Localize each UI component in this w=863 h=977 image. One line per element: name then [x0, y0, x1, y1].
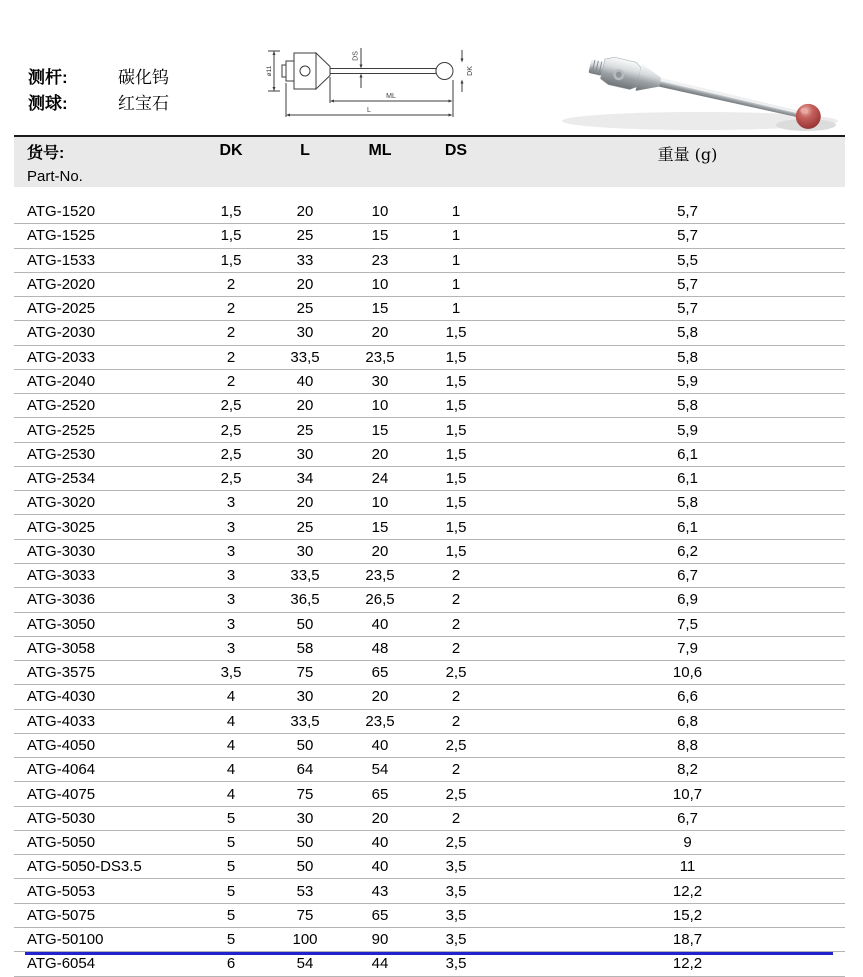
column-header-l: L — [300, 142, 310, 159]
cell-part: ATG-4030 — [27, 688, 96, 706]
cell-weight: 10,6 — [672, 664, 703, 682]
cell-ml: 10 — [371, 203, 389, 221]
cell-ds: 1 — [451, 227, 461, 245]
cell-dk: 5 — [226, 809, 236, 827]
cell-part: ATG-3036 — [27, 591, 96, 609]
cell-l: 75 — [296, 664, 314, 682]
cell-l: 34 — [296, 470, 314, 488]
cell-l: 20 — [296, 494, 314, 512]
cell-weight: 5,7 — [677, 275, 698, 293]
cell-l: 33,5 — [290, 348, 320, 366]
cell-dk: 3 — [226, 542, 236, 560]
cell-ml: 54 — [371, 761, 389, 779]
cell-ds: 2 — [451, 761, 461, 779]
cell-ml: 44 — [371, 955, 389, 973]
cell-part: ATG-1520 — [27, 203, 96, 221]
cell-dk: 2,5 — [220, 397, 242, 415]
cell-ds: 1 — [451, 251, 461, 269]
cell-dk: 3 — [226, 591, 236, 609]
cell-ml: 26,5 — [365, 591, 395, 609]
cell-dk: 6 — [226, 955, 236, 973]
cell-l: 40 — [296, 372, 314, 390]
table-row — [14, 394, 845, 418]
column-header-part-no — [14, 137, 194, 188]
cell-part: ATG-50100 — [27, 931, 104, 949]
table-row — [14, 515, 845, 539]
table-row — [14, 831, 845, 855]
cell-ds: 1,5 — [445, 470, 467, 488]
cell-weight: 10,7 — [672, 785, 703, 803]
table-row — [14, 540, 845, 564]
table-row — [14, 370, 845, 394]
cell-part: ATG-3050 — [27, 615, 96, 633]
cell-dk: 1,5 — [220, 203, 242, 221]
table-row — [14, 758, 845, 782]
stylus-shaft-value: 碳化钨 — [118, 67, 169, 87]
cell-ml: 65 — [371, 785, 389, 803]
cell-ml: 10 — [371, 494, 389, 512]
cell-dk: 5 — [226, 931, 236, 949]
cell-ml: 15 — [371, 421, 389, 439]
stylus-shaft-spec — [28, 62, 169, 88]
cell-weight: 5,9 — [677, 372, 698, 390]
stylus-ball-label: 测球: — [28, 93, 68, 113]
cell-ml: 30 — [371, 372, 389, 390]
stylus-photo-svg — [550, 24, 855, 136]
cell-l: 53 — [296, 882, 314, 900]
cell-weight: 6,1 — [677, 518, 698, 536]
cell-weight: 6,1 — [677, 470, 698, 488]
cell-l: 30 — [296, 542, 314, 560]
cell-ml: 15 — [371, 227, 389, 245]
cell-l: 33,5 — [290, 712, 320, 730]
cell-ds: 2 — [451, 688, 461, 706]
cell-weight: 6,2 — [677, 542, 698, 560]
cell-ds: 1,5 — [445, 372, 467, 390]
cell-part: ATG-2520 — [27, 397, 96, 415]
cell-weight: 6,8 — [677, 712, 698, 730]
cell-part: ATG-4050 — [27, 736, 96, 754]
cell-l: 100 — [292, 931, 318, 949]
cell-weight: 11 — [679, 858, 696, 876]
cell-ml: 10 — [371, 397, 389, 415]
table-row — [14, 564, 845, 588]
cell-ds: 2 — [451, 639, 461, 657]
dim-label-dk: DK — [467, 66, 474, 76]
cell-part: ATG-4033 — [27, 712, 96, 730]
cell-l: 36,5 — [290, 591, 320, 609]
cell-dk: 2 — [226, 372, 236, 390]
cell-weight: 9 — [683, 834, 692, 852]
cell-dk: 2,5 — [220, 445, 242, 463]
cell-l: 50 — [296, 736, 314, 754]
cell-l: 25 — [296, 421, 314, 439]
cell-dk: 3,5 — [220, 664, 242, 682]
cell-dk: 5 — [226, 858, 236, 876]
table-row — [14, 418, 845, 442]
cell-ml: 40 — [371, 858, 389, 876]
cell-l: 50 — [296, 834, 314, 852]
stylus-product-photo — [550, 24, 855, 141]
cell-l: 54 — [296, 955, 314, 973]
cell-weight: 6,7 — [677, 567, 698, 585]
table-header-row — [14, 135, 845, 187]
cell-ds: 2,5 — [445, 664, 467, 682]
table-row — [14, 807, 845, 831]
cell-ds: 1 — [451, 203, 461, 221]
cell-ml: 43 — [371, 882, 389, 900]
cell-weight: 7,5 — [677, 615, 698, 633]
cell-ds: 3,5 — [445, 882, 467, 900]
stylus-shaft-label: 测杆: — [28, 67, 68, 87]
table-row — [14, 952, 845, 976]
table-row — [14, 904, 845, 928]
cell-l: 20 — [296, 397, 314, 415]
cell-ds: 2,5 — [445, 736, 467, 754]
cell-part: ATG-3020 — [27, 494, 96, 512]
column-header-part-no-zh: 货号: — [27, 145, 65, 162]
cell-weight: 5,8 — [677, 397, 698, 415]
cell-l: 64 — [296, 761, 314, 779]
cell-part: ATG-3030 — [27, 542, 96, 560]
cell-ds: 1 — [451, 300, 461, 318]
cell-part: ATG-4075 — [27, 785, 96, 803]
material-specs — [28, 62, 169, 114]
table-row — [14, 491, 845, 515]
cell-weight: 18,7 — [672, 931, 703, 949]
cell-l: 30 — [296, 324, 314, 342]
cell-ds: 1,5 — [445, 494, 467, 512]
cell-l: 30 — [296, 688, 314, 706]
table-row — [14, 661, 845, 685]
stylus-diagram-svg — [266, 44, 478, 129]
cell-ml: 20 — [371, 542, 389, 560]
cell-ml: 23,5 — [365, 567, 395, 585]
cell-part: ATG-2525 — [27, 421, 96, 439]
cell-ml: 15 — [371, 518, 389, 536]
cell-ml: 23,5 — [365, 712, 395, 730]
cell-ml: 15 — [371, 300, 389, 318]
cell-part: ATG-6054 — [27, 955, 96, 973]
cell-dk: 1,5 — [220, 251, 242, 269]
table-row — [14, 782, 845, 806]
cell-dk: 5 — [226, 906, 236, 924]
cell-part: ATG-2030 — [27, 324, 96, 342]
table-row — [14, 297, 845, 321]
cell-ds: 2 — [451, 809, 461, 827]
cell-ds: 2 — [451, 591, 461, 609]
dim-label-l: L — [367, 107, 371, 114]
cell-weight: 5,7 — [677, 227, 698, 245]
table-row — [14, 879, 845, 903]
cell-ds: 1,5 — [445, 421, 467, 439]
cell-l: 33 — [296, 251, 314, 269]
table-row — [14, 224, 845, 248]
cell-weight: 7,9 — [677, 639, 698, 657]
spec-table — [14, 135, 845, 977]
cell-part: ATG-2534 — [27, 470, 96, 488]
cell-ml: 23,5 — [365, 348, 395, 366]
cell-l: 50 — [296, 615, 314, 633]
cell-ml: 20 — [371, 324, 389, 342]
table-row — [14, 685, 845, 709]
cell-dk: 3 — [226, 615, 236, 633]
cell-ds: 1,5 — [445, 324, 467, 342]
dim-label-ml: ML — [386, 93, 396, 100]
cell-weight: 8,8 — [677, 736, 698, 754]
cell-weight: 6,1 — [677, 445, 698, 463]
table-row — [14, 710, 845, 734]
table-row — [14, 249, 845, 273]
cell-ds: 1,5 — [445, 397, 467, 415]
cell-weight: 6,9 — [677, 591, 698, 609]
cell-ds: 3,5 — [445, 858, 467, 876]
cell-dk: 4 — [226, 785, 236, 803]
table-row — [14, 443, 845, 467]
cell-part: ATG-5050-DS3.5 — [27, 858, 142, 876]
cell-l: 75 — [296, 906, 314, 924]
cell-dk: 2 — [226, 300, 236, 318]
cell-dk: 2 — [226, 275, 236, 293]
cell-weight: 5,5 — [677, 251, 698, 269]
cell-ml: 40 — [371, 615, 389, 633]
cell-ds: 1,5 — [445, 542, 467, 560]
table-row — [14, 467, 845, 491]
dim-label-shank-dia: ø11 — [266, 65, 273, 77]
cell-l: 30 — [296, 445, 314, 463]
table-row — [14, 734, 845, 758]
cell-ml: 40 — [371, 834, 389, 852]
cell-part: ATG-1533 — [27, 251, 96, 269]
cell-ml: 23 — [371, 251, 389, 269]
table-row — [14, 855, 845, 879]
cell-dk: 1,5 — [220, 227, 242, 245]
cell-part: ATG-1525 — [27, 227, 96, 245]
cell-part: ATG-2033 — [27, 348, 96, 366]
cell-ml: 20 — [371, 688, 389, 706]
table-row — [14, 928, 845, 952]
cell-ds: 1 — [451, 275, 461, 293]
cell-ml: 48 — [371, 639, 389, 657]
table-row — [14, 637, 845, 661]
stylus-ball-spec — [28, 88, 169, 114]
cell-part: ATG-3575 — [27, 664, 96, 682]
stylus-ball-value: 红宝石 — [118, 93, 169, 113]
table-header-gap — [14, 187, 845, 200]
cell-weight: 8,2 — [677, 761, 698, 779]
footer-accent-line — [25, 952, 833, 955]
cell-weight: 5,7 — [677, 300, 698, 318]
cell-weight: 5,9 — [677, 421, 698, 439]
cell-dk: 4 — [226, 761, 236, 779]
column-header-weight: 重量 (g) — [657, 145, 718, 164]
spec-table-body — [14, 200, 845, 977]
cell-ds: 1,5 — [445, 518, 467, 536]
table-row — [14, 346, 845, 370]
cell-dk: 2,5 — [220, 470, 242, 488]
cell-dk: 5 — [226, 834, 236, 852]
cell-ds: 3,5 — [445, 906, 467, 924]
cell-ml: 24 — [371, 470, 389, 488]
cell-dk: 4 — [226, 736, 236, 754]
cell-dk: 5 — [226, 882, 236, 900]
cell-ds: 1,5 — [445, 348, 467, 366]
cell-ds: 3,5 — [445, 955, 467, 973]
cell-dk: 4 — [226, 688, 236, 706]
cell-dk: 3 — [226, 639, 236, 657]
cell-dk: 2 — [226, 324, 236, 342]
cell-l: 20 — [296, 203, 314, 221]
cell-l: 50 — [296, 858, 314, 876]
cell-l: 25 — [296, 518, 314, 536]
stylus-dimension-diagram — [266, 44, 478, 134]
cell-l: 58 — [296, 639, 314, 657]
cell-l: 25 — [296, 227, 314, 245]
cell-ml: 65 — [371, 906, 389, 924]
cell-ds: 3,5 — [445, 931, 467, 949]
cell-weight: 5,7 — [677, 203, 698, 221]
cell-part: ATG-5075 — [27, 906, 96, 924]
cell-part: ATG-2020 — [27, 275, 96, 293]
cell-dk: 3 — [226, 567, 236, 585]
cell-part: ATG-4064 — [27, 761, 96, 779]
column-header-ml: ML — [368, 142, 392, 159]
dim-label-ds: DS — [352, 51, 360, 61]
cell-weight: 5,8 — [677, 348, 698, 366]
table-row — [14, 273, 845, 297]
cell-weight: 6,7 — [677, 809, 698, 827]
cell-part: ATG-2040 — [27, 372, 96, 390]
cell-part: ATG-2025 — [27, 300, 96, 318]
cell-part: ATG-2530 — [27, 445, 96, 463]
cell-ds: 2 — [451, 567, 461, 585]
cell-ml: 65 — [371, 664, 389, 682]
cell-ds: 2,5 — [445, 785, 467, 803]
table-row — [14, 321, 845, 345]
cell-dk: 2,5 — [220, 421, 242, 439]
cell-ds: 2 — [451, 712, 461, 730]
column-header-ds: DS — [444, 142, 468, 159]
cell-ml: 20 — [371, 809, 389, 827]
cell-ml: 90 — [371, 931, 389, 949]
cell-weight: 5,8 — [677, 494, 698, 512]
cell-dk: 4 — [226, 712, 236, 730]
cell-weight: 12,2 — [672, 955, 703, 973]
cell-dk: 2 — [226, 348, 236, 366]
cell-weight: 6,6 — [677, 688, 698, 706]
cell-part: ATG-3033 — [27, 567, 96, 585]
cell-part: ATG-3025 — [27, 518, 96, 536]
cell-part: ATG-5053 — [27, 882, 96, 900]
cell-ml: 10 — [371, 275, 389, 293]
cell-dk: 3 — [226, 494, 236, 512]
cell-l: 33,5 — [290, 567, 320, 585]
cell-part: ATG-5030 — [27, 809, 96, 827]
cell-weight: 15,2 — [672, 906, 703, 924]
cell-l: 30 — [296, 809, 314, 827]
cell-l: 25 — [296, 300, 314, 318]
cell-part: ATG-5050 — [27, 834, 96, 852]
cell-part: ATG-3058 — [27, 639, 96, 657]
cell-ml: 40 — [371, 736, 389, 754]
cell-ds: 2,5 — [445, 834, 467, 852]
cell-weight: 5,8 — [677, 324, 698, 342]
cell-ds: 2 — [451, 615, 461, 633]
cell-ds: 1,5 — [445, 445, 467, 463]
table-row — [14, 200, 845, 224]
table-row — [14, 613, 845, 637]
column-header-part-no-en: Part-No. — [27, 168, 83, 185]
cell-ml: 20 — [371, 445, 389, 463]
cell-weight: 12,2 — [672, 882, 703, 900]
cell-dk: 3 — [226, 518, 236, 536]
column-header-dk: DK — [219, 142, 243, 159]
table-row — [14, 588, 845, 612]
cell-l: 75 — [296, 785, 314, 803]
cell-l: 20 — [296, 275, 314, 293]
